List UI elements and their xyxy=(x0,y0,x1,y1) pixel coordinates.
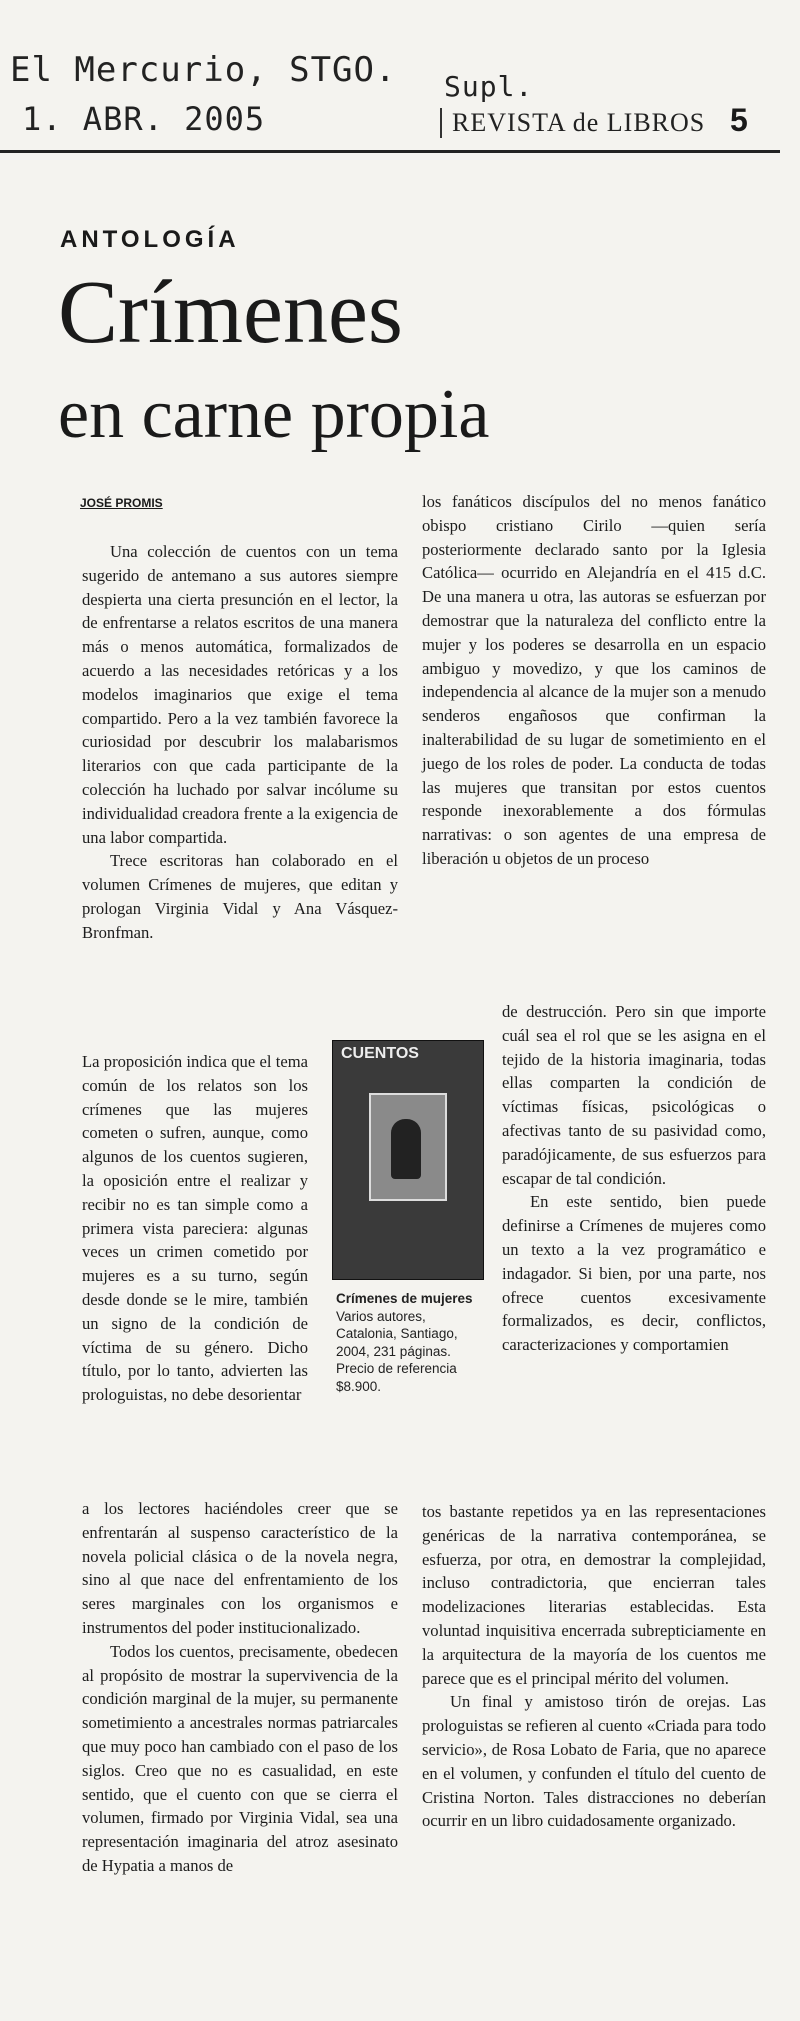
column1-top xyxy=(82,540,398,945)
column1-narrow xyxy=(82,1050,308,1407)
book-cover-illustration xyxy=(369,1093,447,1201)
paragraph: Trece escritoras han colaborado en el volumen Crímenes de mujeres, que editan y prologan Virginia Vidal y Ana Vásquez-Bronfman. xyxy=(82,851,398,942)
column1-bottom xyxy=(82,1497,398,1878)
handwritten-supplement: Supl. xyxy=(444,70,534,103)
column2-bottom xyxy=(422,1500,766,1833)
book-caption-details: Varios autores, Catalonia, Santiago, 2004, 231 páginas. Precio de referencia $8.900. xyxy=(336,1308,458,1394)
paragraph: tos bastante repetidos ya en las representaciones genéricas de la narrativa contemporánea, se esfuerza, por otra, en demostrar la complejidad, incluso contradictoria, que encierran tales modelizaciones literarias establecidas. Esta voluntad inquisitiva encerrada subrepticiamente en la arquitectura de la mayoría de los cuentos me parece que es el principal mérito del volumen. xyxy=(422,1502,766,1688)
section-kicker: ANTOLOGÍA xyxy=(60,226,240,253)
paragraph: Un final y amistoso tirón de orejas. Las prologuistas se refieren al cuento «Criada para todo servicio», de Rosa Lobato de Faria, que no aparece en el volumen, y confunden el título del cuento de Cristina Norton. Tales distracciones no deberían ocurrir en un libro cuidadosamente organizado. xyxy=(422,1692,766,1831)
masthead: REVISTA de LIBROS xyxy=(440,108,705,138)
paragraph: Todos los cuentos, precisamente, obedecen al propósito de mostrar la supervivencia de la condición marginal de la mujer, su permanente sometimiento a ancestrales normas patriarcales que muy poco han cambiado con el paso de los siglos. Creo que no es casualidad, en este sentido, que el cuento con que se cierra el volumen, firmado por Virginia Vidal, sea una representación imaginaria del atroz asesinato de Hypatia a manos de xyxy=(82,1641,398,1875)
headline-line1: Crímenes xyxy=(58,263,403,362)
book-caption-title: Crímenes de mujeres xyxy=(336,1291,473,1306)
book-caption xyxy=(336,1290,476,1395)
figure-silhouette xyxy=(391,1119,421,1179)
handwritten-date: 1. ABR. 2005 xyxy=(22,100,266,138)
paragraph: a los lectores haciéndoles creer que se enfrentarán al suspenso característico de la novela policial clásica o de la novela negra, sino al que nace del enfrentamiento de los seres marginales con los organismos e instrumentos del poder institucionalizado. xyxy=(82,1499,398,1637)
headline-line2: en carne propia xyxy=(58,376,490,453)
column2-top xyxy=(422,490,766,871)
paragraph: Una colección de cuentos con un tema sugerido de antemano a sus autores siempre despierta una cierta presunción en el lector, la de enfrentarse a relatos escritos de una manera más o menos automática, formalizados de acuerdo a las necesidades retóricas y a los modelos imaginarios que exige el tema compartido. Pero a la vez también favorece la curiosidad por descubrir los malabarismos literarios con que cada participante de la colección ha luchado por salvar incólume su individualidad creadora frente a la exigencia de una labor compartida. xyxy=(82,542,398,847)
byline: JOSÉ PROMIS xyxy=(80,496,163,510)
header-rule xyxy=(0,150,780,153)
paragraph: La proposición indica que el tema común de los relatos son los crímenes que las mujeres cometen o sufren, aunque, como algunos de los cuentos sugieren, la oposición entre el realizar y recibir no es tan simple como a primera vista pareciera: algunas veces un crimen cometido por mujeres es a su turno, según desde donde se le mire, también un signo de la condición de víctima de su género. Dicho título, por lo tanto, advierten las prologuistas, no debe desorientar xyxy=(82,1052,308,1405)
paragraph: de destrucción. Pero sin que importe cuál sea el rol que se les asigna en el tejido de la historia imaginaria, todas ellas comparten la condición de víctimas físicas, psicológicas o afectivas tanto de su pasividad como, paradójicamente, de sus esfuerzos para escapar de tal condición. xyxy=(502,1002,766,1188)
paragraph: En este sentido, bien puede definirse a Crímenes de mujeres como un texto a la vez programático e indagador. Si bien, por una parte, nos ofrece cuentos excesivamente formalizados, es decir, conflictos, caracterizaciones y comportamien xyxy=(502,1192,766,1355)
column2-narrow xyxy=(502,1000,766,1357)
paragraph: los fanáticos discípulos del no menos fanático obispo cristiano Cirilo —quien sería posteriormente declarado santo por la Iglesia Católica— ocurrido en Alejandría en el 415 d.C. De una manera u otra, las autoras se esfuerzan por demostrar que la naturaleza del conflicto entre la mujer y los poderes se desarrolla en un espacio ambiguo y movedizo, y que los caminos de independencia al alcance de la mujer son a menudo senderos engañosos que confirman la inalterabilidad de su lugar de sometimiento en el juego de los roles de poder. La conducta de todas las mujeres que transitan por estos cuentos responde inexorablemente a dos fórmulas narrativas: o son agentes de una empresa de liberación u objetos de un proceso xyxy=(422,492,766,868)
book-cover-label: CUENTOS xyxy=(341,1045,419,1062)
book-cover-image xyxy=(332,1040,484,1280)
page-number: 5 xyxy=(730,102,748,138)
handwritten-source: El Mercurio, STGO. xyxy=(10,50,397,90)
